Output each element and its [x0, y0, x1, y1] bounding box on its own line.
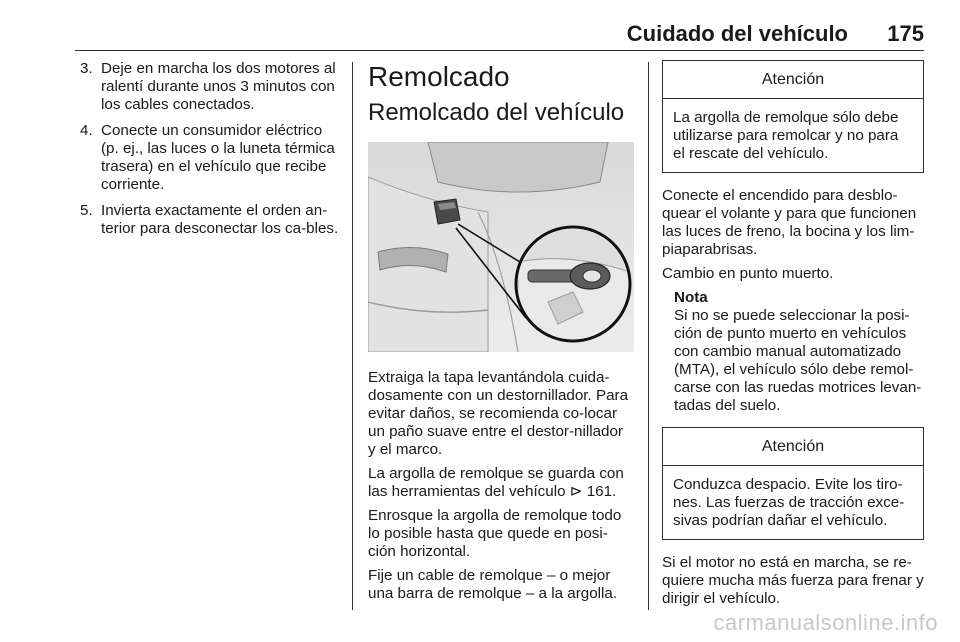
paragraph: Conecte el encendido para desblo-quear el volante y para que funcionen las luces de freno, la bocina y los lim-piaparabrisas. [662, 187, 917, 258]
header-rule [75, 50, 924, 51]
paragraph: Cambio en punto muerto. [662, 265, 834, 282]
attention-body: La argolla de remolque sólo debe utilizarse para remolcar y no para el rescate del vehículo. [673, 109, 899, 162]
towing-instructions [368, 369, 634, 603]
steps-list [80, 60, 342, 238]
column-middle [368, 60, 634, 609]
note-block [662, 289, 924, 415]
watermark: carmanualsonline.info [713, 610, 938, 635]
column-divider-1 [352, 62, 353, 610]
tow-eye-drawing [368, 142, 634, 352]
section-title: Cuidado del vehículo [626, 21, 848, 46]
attention-title: Atención [663, 61, 923, 99]
list-item: 4. Conecte un consumidor eléctrico (p. ej., las luces o la luneta térmica trasera) en el vehículo que recibe corriente. [80, 122, 335, 193]
section-heading: Remolcado [368, 61, 510, 92]
list-item: 5. Invierta exactamente el orden an-terior para desconectar los ca-bles. [80, 202, 339, 237]
paragraph: Fije un cable de remolque – o mejor una barra de remolque – a la argolla. [368, 567, 618, 602]
list-item: 3. Deje en marcha los dos motores al ralentí durante unos 3 minutos con los cables conectados. [80, 60, 336, 113]
note-body: Si no se puede seleccionar la posi-ción de punto muerto en vehículos con cambio manual automatizado (MTA), el vehículo sólo debe remol-carse con las ruedas motrices levan-tadas del suelo. [674, 307, 922, 414]
column-right [662, 60, 924, 614]
paragraph: Enrosque la argolla de remolque todo lo posible hasta que quede en posi-ción horizontal. [368, 507, 622, 560]
column-left [80, 60, 342, 246]
column-divider-2 [648, 62, 649, 610]
attention-body: Conduzca despacio. Evite los tiro-nes. Las fuerzas de tracción exce-sivas podrían dañar el vehículo. [673, 476, 905, 529]
paragraph: Extraiga la tapa levantándola cuida-dosamente con un destornillador. Para evitar daños, se recomienda co-locar un paño suave entre el destor-nillador y el marco. [368, 369, 629, 458]
attention-box [662, 427, 924, 540]
paragraph: Si el motor no está en marcha, se re-quiere mucha más fuerza para frenar y dirigir el vehículo. [662, 554, 924, 607]
tow-eye-illustration [368, 142, 634, 352]
attention-title: Atención [663, 428, 923, 466]
note-title: Nota [674, 289, 708, 306]
page-number: 175 [887, 21, 924, 46]
attention-box [662, 60, 924, 173]
subsection-heading: Remolcado del vehículo [368, 99, 625, 126]
paragraph: La argolla de remolque se guarda con las herramientas del vehículo ⊳ 161. [368, 465, 624, 500]
page-header [0, 0, 960, 52]
